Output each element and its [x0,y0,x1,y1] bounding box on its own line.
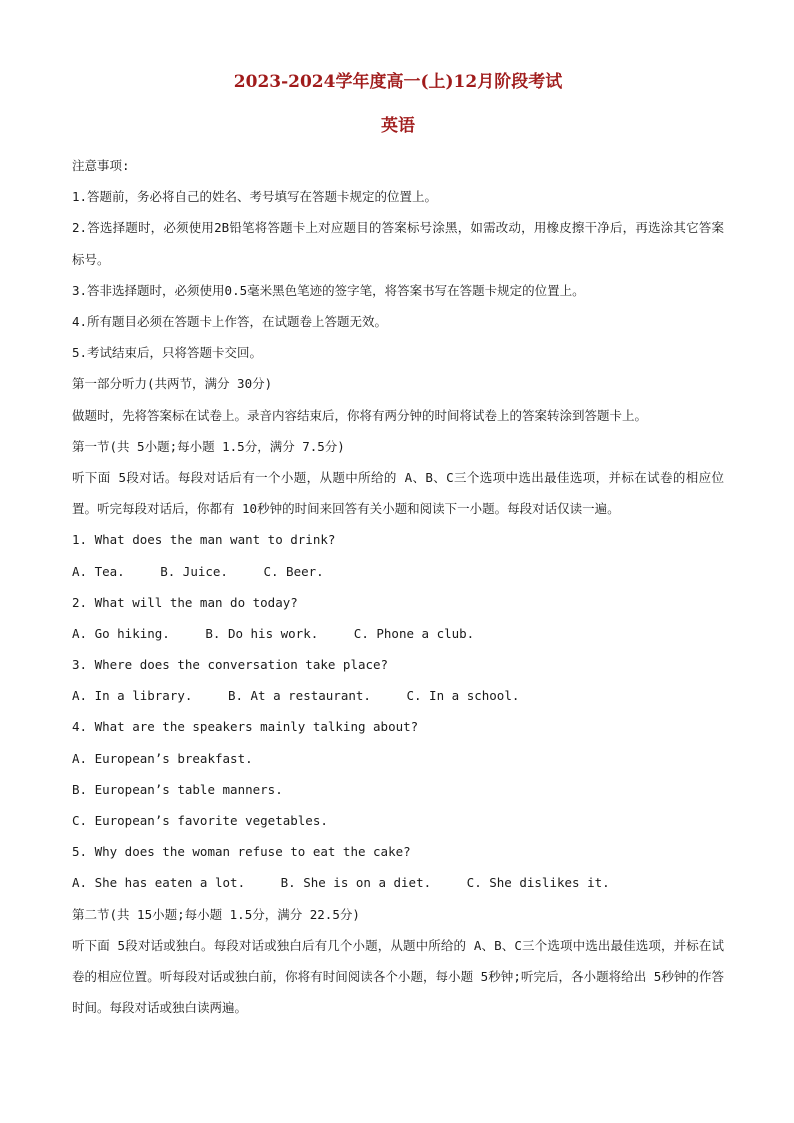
option-a: A. Go hiking. [72,625,170,641]
section1-heading: 第一节(共 5小题;每小题 1.5分，满分 7.5分) [72,438,345,454]
exam-title: 2023-2024学年度高一(上)12月阶段考试 [233,72,563,92]
option-c: C. She dislikes it. [466,875,610,891]
option-a: A. European’s breakfast. [72,750,253,766]
option-b: B. She is on a diet. [280,875,432,891]
notice-item: 5.考试结束后，只将答题卡交回。 [72,345,263,361]
question-text: 4. What are the speakers mainly talking about? [72,719,419,735]
question-options [72,680,724,711]
notice-item: 3.答非选择题时，必须使用0.5毫米黑色笔迹的签字笔，将答案书写在答题卡规定的位置上。 [72,282,585,298]
notice-item: 1.答题前，务必将自己的姓名、考号填写在答题卡规定的位置上。 [72,189,438,205]
question-options [72,556,724,587]
question-options [72,618,724,649]
notice-heading: 注意事项: [72,158,130,173]
notice-item: 4.所有题目必须在答题卡上作答，在试题卷上答题无效。 [72,313,388,329]
option-b: B. Juice. [160,563,228,579]
option-a: A. She has eaten a lot. [72,875,246,891]
part1-instruction: 做题时，先将答案标在试卷上。录音内容结束后，你将有两分钟的时间将试卷上的答案转涂到答题卡上。 [72,407,648,423]
option-a: A. Tea. [72,563,125,579]
option-c: C. Beer. [263,563,324,579]
question-options [72,867,724,898]
exam-body [72,150,724,1023]
question-text: 2. What will the man do today? [72,594,298,610]
section2-instruction: 听下面 5段对话或独白。每段对话或独白后有几个小题，从题中所给的 A、B、C三个选项中选出最佳选项，并标在试卷的相应位置。听每段对话或独白前，你将有时间阅读各个小题，每小题 5秒钟;听完后，各小题将给出 5秒钟的作答时间。每段对话或独白读两遍。 [72,937,724,1016]
question-text: 3. Where does the conversation take place? [72,657,389,673]
option-c: C. In a school. [406,688,520,704]
subject-title: 英语 [381,116,415,136]
option-c: C. Phone a club. [353,625,475,641]
section2-heading: 第二节(共 15小题;每小题 1.5分，满分 22.5分) [72,906,360,922]
notice-item: 2.答选择题时，必须使用2B铅笔将答题卡上对应题目的答案标号涂黑，如需改动，用橡皮擦干净后，再选涂其它答案标号。 [72,220,724,267]
question-text: 1. What does the man want to drink? [72,532,336,548]
part1-heading: 第一部分听力(共两节，满分 30分) [72,376,273,392]
option-a: A. In a library. [72,688,193,704]
question-text: 5. Why does the woman refuse to eat the cake? [72,844,411,860]
exam-page [72,68,724,1023]
section1-instruction: 听下面 5段对话。每段对话后有一个小题，从题中所给的 A、B、C三个选项中选出最佳选项，并标在试卷的相应位置。听完每段对话后，你都有 10秒钟的时间来回答有关小题和阅读下一小题。每段对话仅读一遍。 [72,469,724,517]
option-b: B. At a restaurant. [227,688,371,704]
option-b: B. Do his work. [205,625,319,641]
option-b: B. European’s table manners. [72,781,283,797]
option-c: C. European’s favorite vegetables. [72,813,328,828]
